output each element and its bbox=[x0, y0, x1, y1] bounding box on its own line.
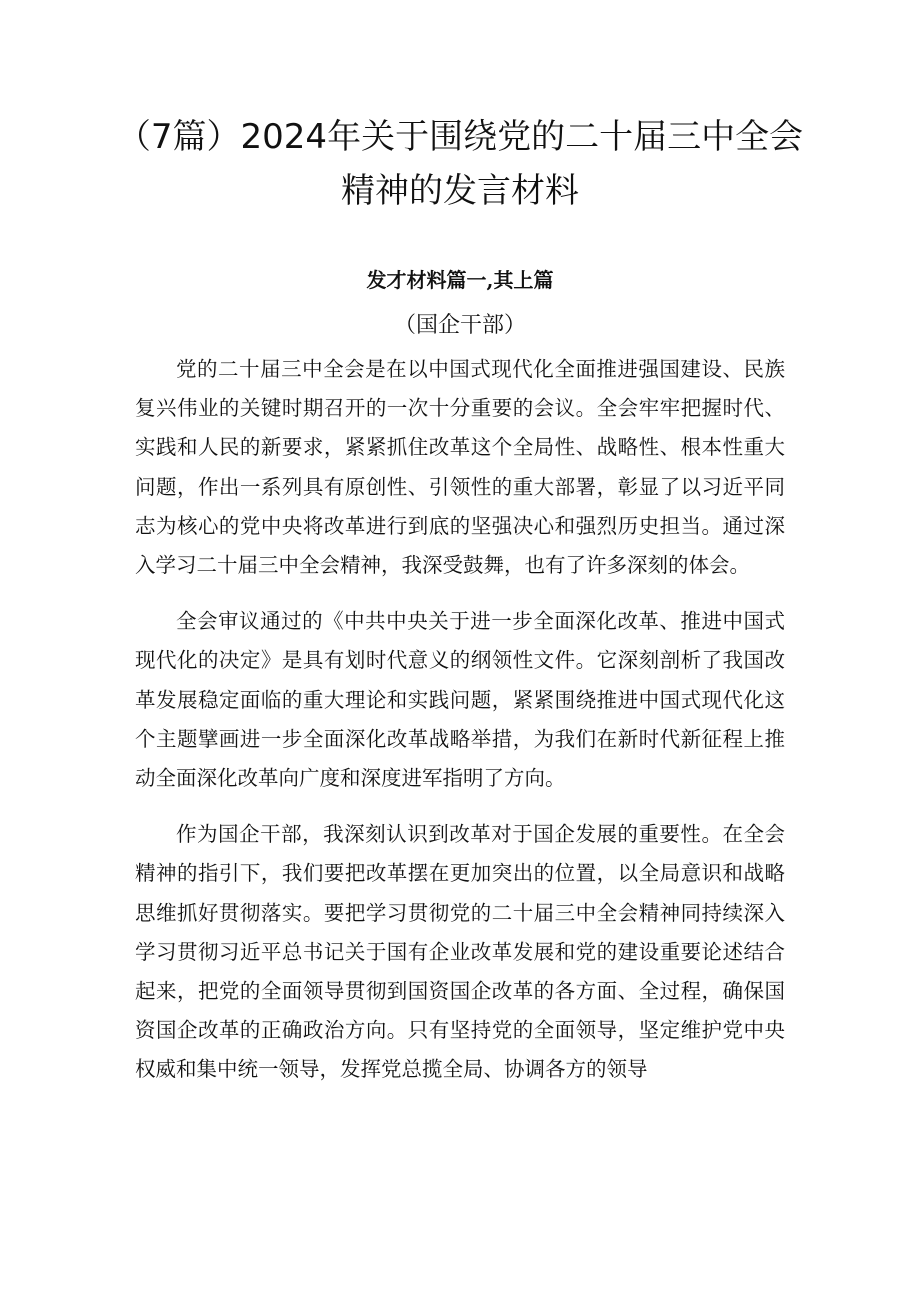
role-subheading: （国企干部） bbox=[393, 313, 526, 338]
body-paragraph-1: 党的二十届三中全会是在以中国式现代化全面推进强国建设、民族复兴伟业的关键时期召开的一次十分重要的会议。全会牢牢把握时代、实践和人民的新要求，紧紧抓住改革这个全局性、战略性、根本性重大问题，作出一系列具有原创性、引领性的重大部署，彰显了以习近平同志为核心的党中央将改革进行到底的坚强决心和强烈历史担当。通过深入学习二十届三中全会精神，我深受鼓舞，也有了许多深刻的体会。 bbox=[135, 357, 785, 578]
body-paragraph-3: 作为国企干部，我深刻认识到改革对于国企发展的重要性。在全会精神的指引下，我们要把改革摆在更加突出的位置，以全局意识和战略思维抓好贯彻落实。要把学习贯彻党的二十届三中全会精神同持续深入学习贯彻习近平总书记关于国有企业改革发展和党的建设重要论述结合起来，把党的全面领导贯彻到国资国企改革的各方面、全过程，确保国资国企改革的正确政治方向。只有坚持党的全面领导，坚定维护党中央权威和集中统一领导，发挥党总揽全局、协调各方的领导 bbox=[135, 822, 785, 1082]
document-title: （7篇）2024年关于围绕党的二十届三中全会精神的发言材料 bbox=[116, 117, 804, 211]
chapter-heading: 发才材料篇一,其上篇 bbox=[366, 268, 554, 292]
document-body bbox=[135, 350, 785, 1107]
body-paragraph-2: 全会审议通过的《中共中央关于进一步全面深化改革、推进中国式现代化的决定》是具有划时代意义的纲领性文件。它深刻剖析了我国改革发展稳定面临的重大理论和实践问题，紧紧围绕推进中国式现代化这个主题擘画进一步全面深化改革战略举措，为我们在新时代新征程上推动全面深化改革向广度和深度进军指明了方向。 bbox=[135, 609, 785, 791]
